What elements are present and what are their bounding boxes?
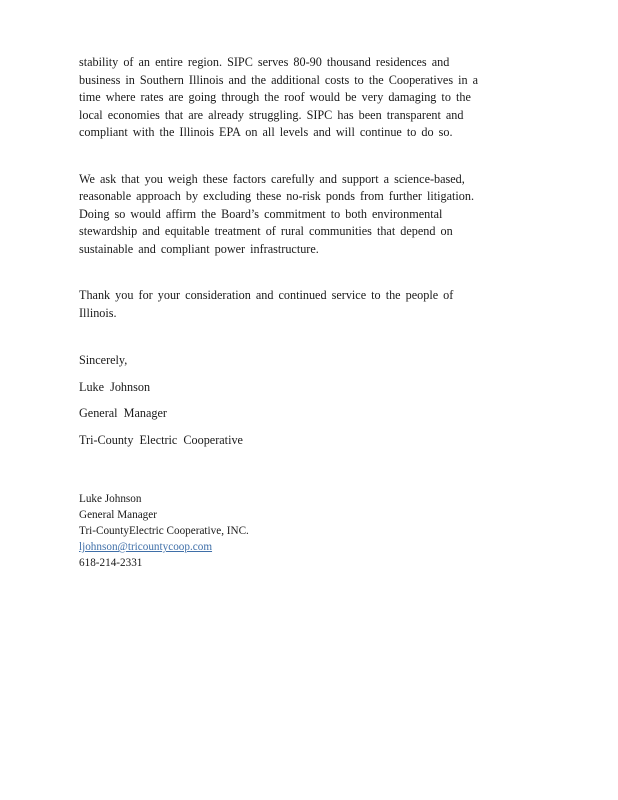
- email-link[interactable]: ljohnson@tricountycoop.com: [79, 541, 213, 553]
- letter-body: [79, 54, 529, 458]
- paragraph-thanks: [79, 287, 529, 322]
- text-line: stability of an entire region. SIPC serves 80-90 thousand residences and: [79, 55, 450, 69]
- letter-closing: [79, 352, 529, 449]
- salutation: Sincerely,: [79, 353, 128, 367]
- sig-phone: 618-214-2331: [79, 557, 143, 569]
- signer-organization: Tri-County Electric Cooperative: [79, 432, 243, 447]
- text-line: compliant with the Illinois EPA on all levels and will continue to do so.: [79, 125, 453, 139]
- text-line: Illinois.: [79, 305, 117, 320]
- sig-title: General Manager: [79, 509, 157, 521]
- text-line: sustainable and compliant power infrastructure.: [79, 241, 319, 256]
- text-line: time where rates are going through the roof would be very damaging to the: [79, 90, 471, 104]
- text-line: local economies that are already struggling. SIPC has been transparent and: [79, 107, 464, 122]
- text-line: Doing so would affirm the Board’s commitment to both environmental: [79, 206, 443, 221]
- text-line: Thank you for your consideration and continued service to the people of: [79, 288, 454, 302]
- text-line: reasonable approach by excluding these no-risk ponds from further litigation.: [79, 189, 475, 203]
- text-line: We ask that you weigh these factors carefully and support a science-based,: [79, 171, 465, 186]
- paragraph-regional-impact: [79, 54, 529, 142]
- text-line: business in Southern Illinois and the additional costs to the Cooperatives in a: [79, 72, 479, 87]
- signer-title: General Manager: [79, 406, 167, 420]
- signer-name: Luke Johnson: [79, 379, 151, 394]
- paragraph-request: [79, 171, 529, 259]
- sig-name: Luke Johnson: [79, 493, 142, 505]
- text-line: stewardship and equitable treatment of rural communities that depend on: [79, 224, 453, 238]
- signature-block: [79, 491, 249, 571]
- sig-organization: Tri-CountyElectric Cooperative, INC.: [79, 525, 249, 537]
